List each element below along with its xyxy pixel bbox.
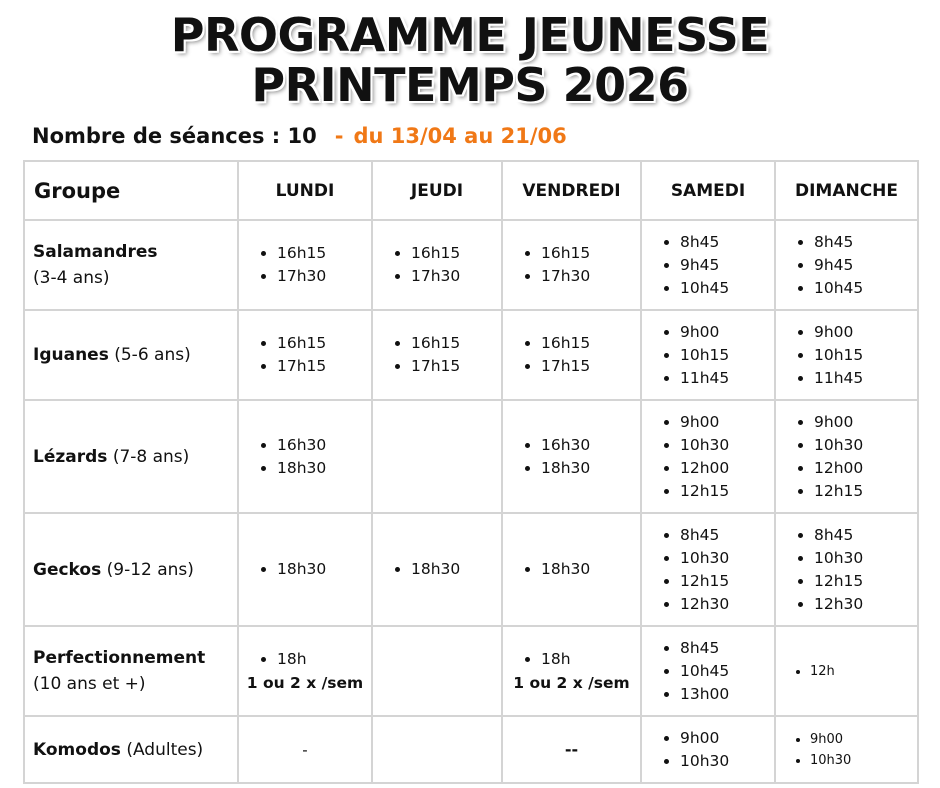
time-slot: • 13h00 (680, 683, 774, 706)
group-age: (5-6 ans) (114, 345, 191, 365)
group-name: Lézards (33, 446, 108, 467)
time-slot: • 12h15 (814, 480, 917, 503)
cell-lundi (238, 400, 372, 513)
cell-dimanche (775, 716, 918, 783)
group-age: (9-12 ans) (106, 559, 194, 580)
cell-samedi (641, 513, 775, 626)
cell-dimanche (775, 220, 918, 310)
cell-dimanche (775, 400, 918, 513)
cell-vendredi (502, 626, 641, 716)
time-slot: • 9h00 (810, 729, 917, 750)
header-row (24, 161, 918, 220)
cell-vendredi (502, 400, 641, 513)
group-age: (10 ans et +) (33, 674, 146, 694)
schedule-table (23, 160, 919, 784)
header-lundi: LUNDI (238, 161, 372, 220)
table-row (24, 220, 918, 310)
header-vendredi: VENDREDI (502, 161, 641, 220)
time-slot: • 16h15 (411, 242, 501, 265)
time-slot: • 18h30 (411, 558, 501, 581)
time-slot: • 10h30 (810, 750, 917, 771)
time-slot: • 10h30 (814, 547, 917, 570)
time-slot: • 9h00 (814, 411, 917, 434)
cell-samedi (641, 400, 775, 513)
group-cell (24, 513, 238, 626)
header-groupe: Groupe (24, 161, 238, 220)
cell-jeudi (372, 626, 502, 716)
time-slot: • 12h15 (680, 570, 774, 593)
time-slot: • 10h45 (814, 277, 917, 300)
group-name: Iguanes (33, 345, 109, 365)
table-row (24, 626, 918, 716)
cell-lundi (238, 220, 372, 310)
time-slot: • 18h30 (277, 558, 371, 581)
header-jeudi: JEUDI (372, 161, 502, 220)
cell-lundi (238, 513, 372, 626)
cell-samedi (641, 310, 775, 400)
group-cell (24, 220, 238, 310)
cell-samedi (641, 716, 775, 783)
time-slot: • 10h30 (680, 434, 774, 457)
group-name: Geckos (33, 559, 102, 580)
title-line-1: PROGRAMME JEUNESSE (170, 8, 770, 62)
time-slot: • 12h30 (680, 593, 774, 616)
group-name: Salamandres (33, 242, 158, 262)
sessions-count: Nombre de séances : 10 (32, 124, 317, 148)
group-name: Komodos (33, 739, 121, 760)
cell-lundi (238, 310, 372, 400)
cell-jeudi (372, 220, 502, 310)
time-slot: • 12h30 (814, 593, 917, 616)
cell-samedi (641, 626, 775, 716)
cell-vendredi (502, 220, 641, 310)
cell-dimanche (775, 310, 918, 400)
time-slot: • 12h00 (680, 457, 774, 480)
time-slot: • 16h15 (277, 242, 371, 265)
table-row (24, 513, 918, 626)
time-slot: • 16h15 (541, 332, 640, 355)
cell-dimanche (775, 513, 918, 626)
header-dimanche: DIMANCHE (775, 161, 918, 220)
group-cell (24, 400, 238, 513)
time-slot: • 11h45 (814, 367, 917, 390)
time-slot: • 12h00 (814, 457, 917, 480)
time-slot: • 10h30 (680, 547, 774, 570)
group-age: (7-8 ans) (112, 446, 190, 467)
time-slot: • 16h15 (541, 242, 640, 265)
group-cell (24, 716, 238, 783)
cell-vendredi (502, 310, 641, 400)
time-slot: • 12h15 (814, 570, 917, 593)
cell-jeudi (372, 400, 502, 513)
time-slot: • 16h15 (411, 332, 501, 355)
time-slot: • 18h30 (277, 457, 371, 480)
cell-dimanche (775, 626, 918, 716)
time-slot: • 8h45 (814, 231, 917, 254)
time-slot: • 16h30 (277, 434, 371, 457)
group-cell (24, 626, 238, 716)
cell-vendredi (502, 513, 641, 626)
group-age: (Adultes) (126, 739, 204, 760)
time-slot: • 17h15 (411, 355, 501, 378)
time-slot: • 18h30 (541, 457, 640, 480)
time-slot: • 10h45 (680, 660, 774, 683)
frequency-note: 1 ou 2 x /sem (513, 673, 630, 692)
table-row (24, 400, 918, 513)
time-slot: • 10h15 (680, 344, 774, 367)
time-slot: • 10h45 (680, 277, 774, 300)
header-samedi: SAMEDI (641, 161, 775, 220)
time-slot: • 18h (277, 648, 371, 671)
cell-samedi (641, 220, 775, 310)
cell-lundi (238, 626, 372, 716)
time-slot: • 10h15 (814, 344, 917, 367)
cell-jeudi (372, 513, 502, 626)
time-slot: • 9h00 (680, 321, 774, 344)
title-line-2: PRINTEMPS 2026 (251, 58, 689, 112)
time-slot: • 8h45 (680, 637, 774, 660)
time-slot: • 10h30 (680, 750, 774, 773)
frequency-note: 1 ou 2 x /sem (246, 673, 364, 692)
time-slot: • 17h15 (541, 355, 640, 378)
time-slot: • 16h15 (277, 332, 371, 355)
time-slot: • 8h45 (680, 231, 774, 254)
time-slot: • 18h30 (541, 558, 640, 581)
cell-lundi: - (238, 716, 372, 783)
time-slot: • 12h (810, 661, 917, 682)
time-slot: • 17h15 (277, 355, 371, 378)
table-row (24, 716, 918, 783)
subtitle-dash: - (334, 124, 344, 148)
table-row (24, 310, 918, 400)
time-slot: • 9h45 (814, 254, 917, 277)
time-slot: • 10h30 (814, 434, 917, 457)
time-slot: • 17h30 (411, 265, 501, 288)
time-slot: • 11h45 (680, 367, 774, 390)
time-slot: • 9h00 (814, 321, 917, 344)
cell-jeudi (372, 310, 502, 400)
time-slot: • 8h45 (680, 524, 774, 547)
time-slot: • 9h00 (680, 411, 774, 434)
subtitle (32, 121, 567, 151)
time-slot: • 18h (541, 648, 640, 671)
time-slot: • 9h45 (680, 254, 774, 277)
time-slot: • 12h15 (680, 480, 774, 503)
cell-jeudi (372, 716, 502, 783)
time-slot: • 17h30 (541, 265, 640, 288)
time-slot: • 8h45 (814, 524, 917, 547)
group-age: (3-4 ans) (33, 268, 110, 288)
time-slot: • 16h30 (541, 434, 640, 457)
time-slot: • 17h30 (277, 265, 371, 288)
group-cell (24, 310, 238, 400)
time-slot: • 9h00 (680, 727, 774, 750)
cell-vendredi: -- (502, 716, 641, 783)
date-range: du 13/04 au 21/06 (353, 124, 567, 148)
group-name: Perfectionnement (33, 648, 206, 668)
